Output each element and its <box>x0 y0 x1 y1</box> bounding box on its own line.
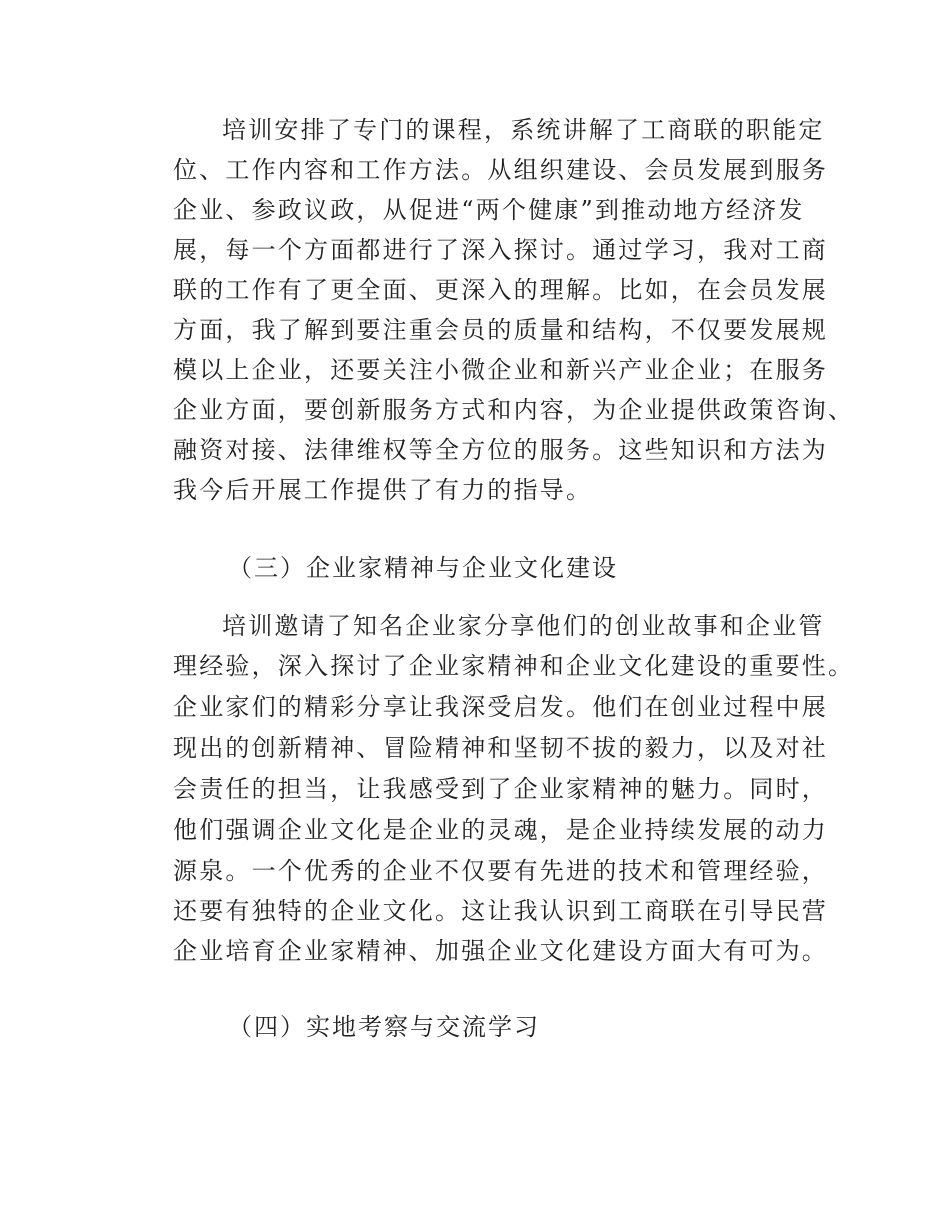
paragraph-2-line-1: 培训邀请了知名企业家分享他们的创业故事和企业管 <box>222 612 825 640</box>
paragraph-1-line-6: 方面，我了解到要注重会员的质量和结构，不仅要发展规 <box>173 316 828 344</box>
section-heading-4: （四）实地考察与交流学习 <box>228 1013 540 1041</box>
paragraph-1-line-10: 我今后开展工作提供了有力的指导。 <box>173 476 593 504</box>
paragraph-2-line-8: 还要有独特的企业文化。这让我认识到工商联在引导民营 <box>173 897 828 925</box>
paragraph-1-line-5: 联的工作有了更全面、更深入的理解。比如，在会员发展 <box>173 276 828 304</box>
paragraph-2-line-6: 他们强调企业文化是企业的灵魂，是企业持续发展的动力 <box>173 816 828 844</box>
paragraph-2-line-2: 理经验，深入探讨了企业家精神和企业文化建设的重要性。 <box>173 652 855 680</box>
paragraph-2-line-4: 现出的创新精神、冒险精神和坚韧不拔的毅力，以及对社 <box>173 734 828 762</box>
paragraph-2-line-5: 会责任的担当，让我感受到了企业家精神的魅力。同时， <box>173 775 828 803</box>
paragraph-1-line-4: 展，每一个方面都进行了深入探讨。通过学习，我对工商 <box>173 236 828 264</box>
paragraph-1-line-7: 模以上企业，还要关注小微企业和新兴产业企业；在服务 <box>173 356 828 384</box>
paragraph-1-line-2: 位、工作内容和工作方法。从组织建设、会员发展到服务 <box>173 156 828 184</box>
paragraph-1-line-3: 企业、参政议政，从促进“两个健康”到推动地方经济发 <box>173 196 805 224</box>
paragraph-1-line-1: 培训安排了专门的课程，系统讲解了工商联的职能定 <box>222 116 825 144</box>
paragraph-2-line-7: 源泉。一个优秀的企业不仅要有先进的技术和管理经验， <box>173 857 828 885</box>
paragraph-1-line-9: 融资对接、法律维权等全方位的服务。这些知识和方法为 <box>173 436 828 464</box>
paragraph-2-line-9: 企业培育企业家精神、加强企业文化建设方面大有可为。 <box>173 937 828 965</box>
section-heading-3: （三）企业家精神与企业文化建设 <box>228 554 618 582</box>
paragraph-2-line-3: 企业家们的精彩分享让我深受启发。他们在创业过程中展 <box>173 693 828 721</box>
paragraph-1-line-8: 企业方面，要创新服务方式和内容，为企业提供政策咨询、 <box>173 396 855 424</box>
